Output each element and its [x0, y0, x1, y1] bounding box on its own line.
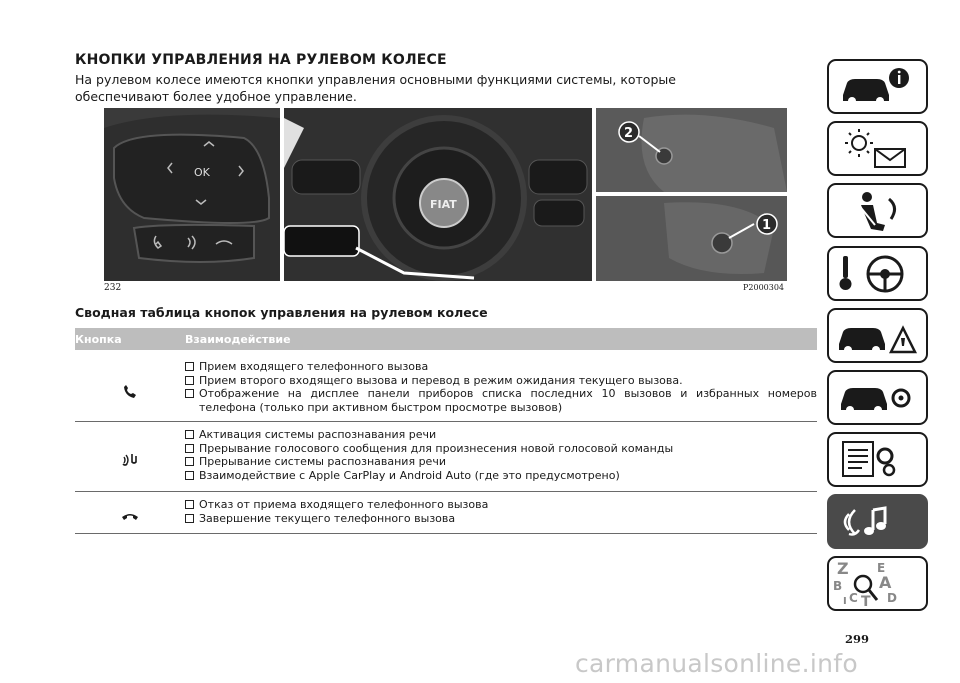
- ok-button-label: OK: [194, 166, 210, 179]
- checkbox-icon: [185, 471, 194, 480]
- svg-text:D: D: [887, 591, 897, 605]
- checkbox-icon: [185, 457, 194, 466]
- checkbox-icon: [185, 376, 194, 385]
- header-interaction: Взаимодействие: [185, 332, 291, 346]
- table-row: [75, 350, 817, 422]
- voice-recognition-icon: [121, 452, 139, 468]
- magnifier-icon: [855, 576, 871, 592]
- svg-text:I: I: [843, 596, 847, 607]
- table-row: [75, 422, 817, 492]
- seat-safety-airbag-icon: [829, 185, 926, 236]
- figure-number: 232: [104, 283, 122, 293]
- phone-hangup-icon: [121, 511, 139, 521]
- list-item: Активация системы распознавания речи: [185, 428, 817, 442]
- list-item: Отображение на дисплее панели приборов списка последних 10 вызовов и избранных номеров телефона (только при активном быстром просмотре вызовов): [185, 387, 817, 414]
- sidebar-tab-multimedia[interactable]: [827, 494, 928, 549]
- svg-text:E: E: [877, 561, 886, 575]
- svg-text:C: C: [849, 591, 858, 605]
- table-header: [75, 328, 817, 350]
- checkbox-icon: [185, 362, 194, 371]
- car-info-icon: [829, 61, 926, 112]
- list-item: Завершение текущего телефонного вызова: [185, 512, 817, 526]
- section-intro: На рулевом колесе имеются кнопки управления основными функциями системы, которые обеспечивают более удобное управление.: [75, 72, 676, 104]
- steering-wheel-figure: [104, 108, 787, 281]
- sidebar-tab-index[interactable]: [827, 556, 928, 611]
- technical-data-icon: [829, 434, 926, 485]
- callout-2-label: 2: [624, 126, 634, 141]
- header-button: Кнопка: [75, 332, 122, 346]
- table-row: [75, 492, 817, 534]
- callout-1-label: 1: [762, 218, 772, 233]
- list-item: Взаимодействие с Apple CarPlay и Android Auto (где это предусмотрено): [185, 469, 817, 483]
- alphabetical-index-icon: [829, 558, 926, 609]
- sidebar-tab-service[interactable]: [827, 370, 928, 425]
- sidebar-tab-safety[interactable]: [827, 183, 928, 238]
- emergency-car-icon: [829, 310, 926, 361]
- list-item: Прием входящего телефонного вызова: [185, 360, 817, 374]
- phone-answer-icon: [122, 383, 138, 399]
- checkbox-icon: [185, 500, 194, 509]
- figure-code: P2000304: [743, 283, 785, 292]
- multimedia-icon: [829, 496, 926, 547]
- page-number: 299: [845, 632, 870, 646]
- warning-lights-message-icon: [829, 123, 926, 174]
- table-title: Сводная таблица кнопок управления на рулевом колесе: [75, 305, 488, 320]
- sidebar-tab-car-info[interactable]: [827, 59, 928, 114]
- sidebar-tab-start[interactable]: [827, 246, 928, 301]
- sidebar-tab-warnings[interactable]: [827, 121, 928, 176]
- checkbox-icon: [185, 389, 194, 398]
- sidebar-tab-technical[interactable]: [827, 432, 928, 487]
- svg-text:B: B: [833, 579, 843, 593]
- list-item: Отказ от приема входящего телефонного вызова: [185, 498, 817, 512]
- list-item: Прием второго входящего вызова и перевод в режим ожидания текущего вызова.: [185, 374, 817, 388]
- list-item: Прерывание голосового сообщения для произнесения новой голосовой команды: [185, 442, 817, 456]
- checkbox-icon: [185, 444, 194, 453]
- sidebar-tab-emergency[interactable]: [827, 308, 928, 363]
- controls-table: [75, 328, 817, 534]
- svg-text:T: T: [861, 594, 871, 609]
- fiat-logo: FIAT: [430, 198, 457, 211]
- checkbox-icon: [185, 514, 194, 523]
- checkbox-icon: [185, 430, 194, 439]
- svg-text:Z: Z: [837, 559, 849, 578]
- car-service-icon: [829, 372, 926, 423]
- watermark: carmanualsonline.info: [575, 649, 858, 678]
- section-title: КНОПКИ УПРАВЛЕНИЯ НА РУЛЕВОМ КОЛЕСЕ: [75, 52, 447, 68]
- key-steering-wheel-icon: [829, 248, 926, 299]
- list-item: Прерывание системы распознавания речи: [185, 455, 817, 469]
- svg-text:A: A: [879, 573, 892, 592]
- steering-wheel-illustration: [104, 108, 787, 281]
